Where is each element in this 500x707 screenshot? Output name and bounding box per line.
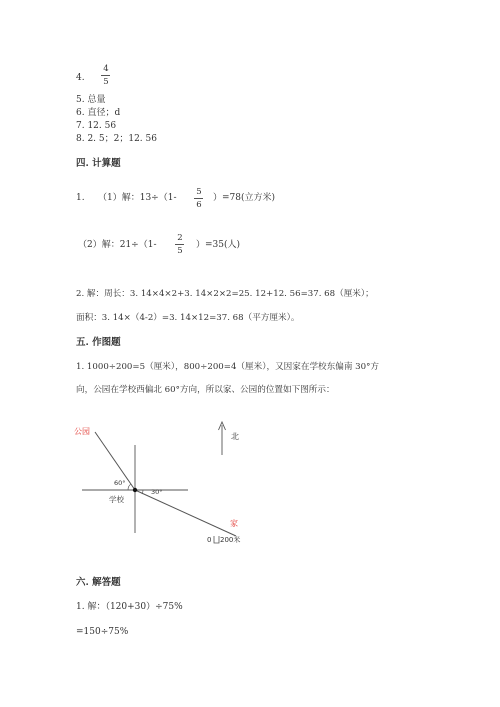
fraction-bar	[101, 75, 110, 76]
calc-1-right: ）=78(立方米)	[213, 193, 276, 203]
answer-4-denominator: 5	[103, 77, 109, 87]
school-to-home-line	[135, 490, 236, 536]
fraction-bar	[175, 244, 184, 245]
scale-label: 200米	[220, 536, 241, 544]
angle-30-label: 30°	[151, 488, 163, 496]
section-5-heading: 五. 作图题	[76, 337, 121, 348]
school-label: 学校	[109, 495, 124, 504]
answer-6: 6. 直径；d	[76, 108, 121, 118]
calc-2-right: ）=35(人)	[196, 240, 241, 250]
position-diagram	[70, 415, 260, 550]
north-label: 北	[231, 432, 239, 441]
calc-1-denominator: 6	[196, 200, 202, 210]
solve-1-line-2: =150÷75%	[76, 627, 129, 637]
calc-1-label: 1.	[76, 193, 85, 203]
drawing-line-2: 向，公园在学校西偏北 60°方向，所以家、公园的位置如下图所示：	[76, 385, 335, 395]
calc-1-left: （1）解：13÷（1-	[98, 193, 177, 203]
answer-5: 5. 总量	[76, 95, 106, 105]
school-point	[133, 488, 137, 492]
section-4-heading: 四. 计算题	[76, 158, 121, 169]
calc-3-line-1: 2. 解：周长：3. 14×4×2+3. 14×2×2=25. 12+12. 56=37. 68（厘米）；	[76, 289, 374, 299]
calc-2-numerator: 2	[177, 233, 183, 243]
park-label: 公园	[74, 427, 90, 436]
answer-8: 8. 2. 5；2；12. 56	[76, 134, 157, 144]
calc-2-denominator: 5	[177, 246, 183, 256]
home-label: 家	[230, 519, 238, 528]
answer-4-label: 4.	[76, 73, 85, 83]
angle-60-arc	[128, 484, 131, 490]
fraction-bar	[194, 198, 203, 199]
answer-4-numerator: 4	[103, 64, 109, 74]
answer-7: 7. 12. 56	[76, 121, 117, 131]
scale-zero-label: 0	[207, 536, 212, 544]
angle-60-label: 60°	[114, 479, 126, 487]
calc-3-line-2: 面积：3. 14×（4-2）=3. 14×12=37. 68（平方厘米）。	[76, 313, 300, 323]
drawing-line-1: 1. 1000÷200=5（厘米），800÷200=4（厘米），又因家在学校东偏南 30°方	[76, 362, 379, 372]
solve-1-line-1: 1. 解：（120+30）÷75%	[76, 602, 183, 612]
calc-2-left: （2）解：21÷（1-	[78, 240, 157, 250]
calc-1-numerator: 5	[196, 187, 202, 197]
scale-bar	[214, 536, 219, 543]
section-6-heading: 六. 解答题	[76, 577, 121, 588]
